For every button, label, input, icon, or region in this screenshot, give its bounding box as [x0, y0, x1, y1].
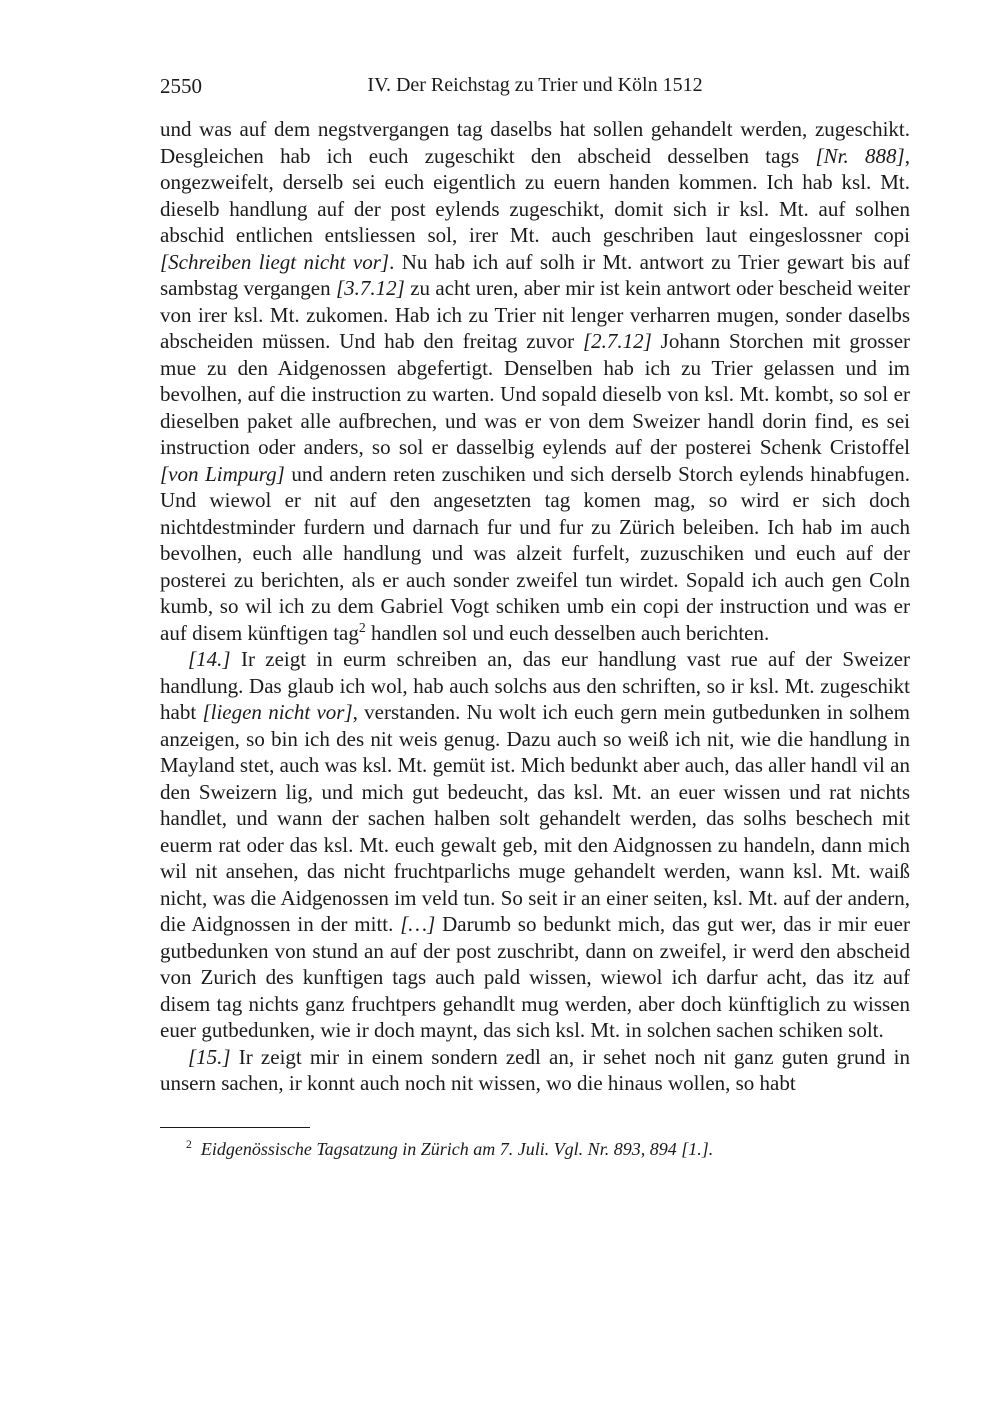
page-number: 2550	[160, 74, 202, 98]
body-paragraph: [15.] Ir zeigt mir in einem sondern zedl an, ir sehet noch nit ganz guten grund in unsern sachen, ir konnt auch noch nit wissen, wo die hinaus wollen, so habt	[160, 1044, 910, 1095]
footnote-marker: 2	[186, 1137, 192, 1151]
body-paragraph: [14.] Ir zeigt in eurm schreiben an, das eur handlung vast rue auf der Sweizer handlung. Das glaub ich wol, hab auch solchs aus den schriften, so ir ksl. Mt. zugeschikt habt [liegen nicht vor], verstanden. Nu wolt ich euch gern mein gutbedunken in solhem anzeigen, so bin ich des nit weis genug. Dazu auch so weiß ich nit, wie die handlung in Mayland stet, auch was ksl. Mt. gemüt ist. Mich bedunkt aber auch, das aller handl vil an den Sweizern lig, und mich gut bedeucht, das ksl. Mt. an euer wissen und rat nichts handlet, und wann der sachen halben solt gehandelt werden, das solhs beschech mit euerm rat oder das ksl. Mt. euch gewalt geb, mit den Aidgnossen zu handeln, dann mich wil nit ansehen, das nicht fruchtparlichs muge gehandelt werden, wann ksl. Mt. waiß nicht, was die Aidgenossen im veld tun. So seit ir an einer seiten, ksl. Mt. auf der andern, die Aidgnossen in der mitt. […] Darumb so bedunkt mich, das gut wer, das ir mir euer gutbedunken von stund an auf der post zuschribt, dann on zweifel, ir werd den abscheid von Zurich des kunftigen tags auch pald wissen, wiewol ich darfur acht, das itz auf disem tag nichts ganz fruchtpers gehandlt mug werden, aber doch künftiglich zu wissen euer gutbedunken, wie ir doch maynt, das sich ksl. Mt. in solchen sachen schiken solt.	[160, 647, 910, 1042]
footnote-text: Eidgenössische Tagsatzung in Zürich am 7. Juli. Vgl. Nr. 893, 894 [1.].	[200, 1138, 714, 1159]
body-paragraph: und was auf dem negstvergangen tag daselbs hat sollen gehandelt werden, zugeschikt. Desgleichen hab ich euch zugeschikt den abscheid desselben tags [Nr. 888], ongezweifelt, derselb sei euch eigentlich zu euern handen kommen. Ich hab ksl. Mt. dieselb handlung auf der post eylends zugeschikt, domit sich ir ksl. Mt. auf solhen abschid entlichen entsliessen sol, irer Mt. auch geschriben laut eingeslossner copi [Schreiben liegt nicht vor]. Nu hab ich auf solh ir Mt. antwort zu Trier gewart bis auf sambstag vergangen [3.7.12] zu acht uren, aber mir ist kein antwort oder bescheid weiter von irer ksl. Mt. zukomen. Hab ich zu Trier nit lenger verharren mugen, sonder daselbs abscheiden müssen. Und hab den freitag zuvor [2.7.12] Johann Storchen mit grosser mue zu den Aidgenossen abgefertigt. Denselben hab ich zu Trier gelassen und im bevolhen, auf die instruction zu warten. Und sopald dieselb von ksl. Mt. kombt, so sol er dieselben paket alle aufbrechen, und was er von dem Sweizer handl dorin find, es sei instruction oder anders, so sol er dasselbig eylends auf der posterei Schenk Cristoffel [von Limpurg] und andern reten zuschiken und sich derselb Storch eylends hinabfugen. Und wiewol er nit auf den angesetzten tag komen mag, so wird er sich doch nichtdestminder furdern und darnach fur und fur zu Zürich beleiben. Ich hab im auch bevolhen, euch alle handlung und was alzeit furfelt, zuzuschiken und euch auf der posterei zu berichten, als er auch sonder zweifel tun wirdet. Sopald ich auch gen Coln kumb, so wil ich zu dem Gabriel Vogt schiken umb ein copi der instruction und was er auf disem künftigen tag$^2$ handlen sol und euch desselben auch berichten.	[160, 117, 911, 645]
body-text	[160, 116, 910, 1097]
footnote	[160, 1137, 910, 1161]
footnote-block	[160, 1127, 910, 1161]
footnote-rule	[160, 1127, 310, 1128]
running-title: IV. Der Reichstag zu Trier und Köln 1512	[367, 74, 703, 96]
page-header	[160, 74, 910, 102]
